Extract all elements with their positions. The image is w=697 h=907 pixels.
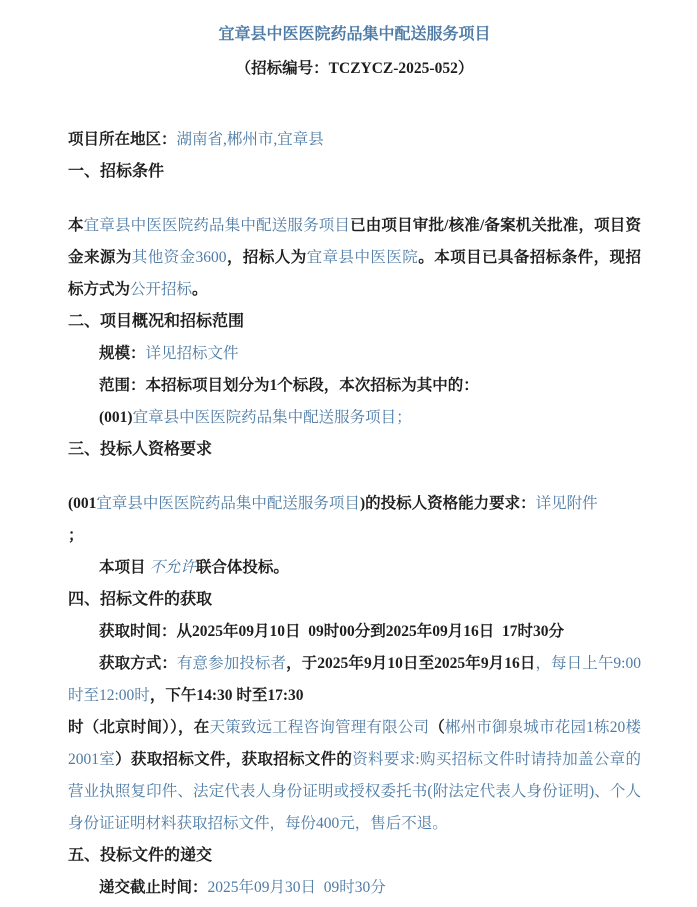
- obtain-method-paragraph: [68, 648, 641, 840]
- text-run: 二、项目概况和招标范围: [68, 313, 245, 330]
- text-run: 天策致远工程咨询管理有限公司: [209, 719, 430, 736]
- text-run: 其他资金3600: [131, 249, 227, 266]
- text-run: 资料要求:购买招标文件时请持加盖公章的营业执照复印件、法定代表人身份证明或授权委托书(附法定代表人身份证明)、个人身份证证明材料获取招标文件，每份400元，售后不退。: [68, 751, 641, 832]
- text-run: ，于2025年9月10日至2025年9月16日: [286, 655, 536, 672]
- spacer-1: [68, 188, 641, 210]
- text-run: 湖南省,郴州市,宜章县: [176, 131, 324, 148]
- text-run: 获取方式：: [99, 655, 177, 672]
- section-5-heading: [68, 840, 641, 872]
- text-run: 宜章县中医医院药品集中配送服务项目: [83, 217, 351, 234]
- text-run: ，招标人为: [226, 249, 307, 266]
- text-run: 公开招标: [130, 281, 193, 298]
- text-run: )的投标人资格能力要求：: [359, 495, 536, 512]
- section-1-heading: [68, 156, 641, 188]
- text-run: 递交截止时间：: [99, 879, 208, 896]
- lot-line: [68, 402, 641, 434]
- text-run: 有意参加投标者: [176, 655, 287, 672]
- spacer-2: [68, 466, 641, 488]
- qualification-line: [68, 488, 641, 520]
- text-run: (001: [68, 495, 97, 512]
- text-run: 一、招标条件: [68, 163, 165, 180]
- text-run: 本项目: [99, 559, 150, 576]
- text-run: ）获取招标文件，获取招标文件的: [115, 751, 353, 768]
- qualification-line-tail: [68, 520, 641, 552]
- text-run: 三、投标人资格要求: [68, 441, 213, 458]
- text-run: 五、投标文件的递交: [68, 847, 213, 864]
- text-run: 郴州市御泉城市花园1栋20楼2001室: [68, 719, 641, 768]
- tender-number: （招标编号：TCZYCZ-2025-052）: [235, 60, 474, 77]
- text-run: 联合体投标。: [195, 559, 289, 576]
- section-3-heading: [68, 434, 641, 466]
- text-run: ；: [68, 527, 84, 544]
- text-run: ，每日上午9:00时至12:00时: [68, 655, 641, 704]
- text-run: 获取时间：: [99, 623, 177, 640]
- text-run: 时（北京时间）），在: [68, 719, 210, 736]
- text-run: （: [429, 719, 445, 736]
- document-body: [68, 124, 641, 904]
- text-run: 。本项目已具备招标条件，现招标方式为: [68, 249, 641, 298]
- tender-conditions-paragraph: [68, 210, 641, 306]
- consortium-line: [68, 552, 641, 584]
- document-title: 宜章县中医医院药品集中配送服务项目: [218, 26, 491, 43]
- text-run: 。: [192, 281, 208, 298]
- text-run: ，下午14:30 时至17:30: [149, 687, 304, 704]
- text-run: (001): [99, 409, 133, 426]
- obtain-time-line: [68, 616, 641, 648]
- text-run: 详见附件: [535, 495, 598, 512]
- text-run: 宜章县中医医院药品集中配送服务项目: [96, 495, 360, 512]
- project-location-line: [68, 124, 641, 156]
- text-run: 2025年09月30日 09时30分: [207, 879, 386, 896]
- text-run: 范围：本招标项目划分为1个标段，本次招标为其中的：: [99, 377, 479, 394]
- scale-line: [68, 338, 641, 370]
- section-2-heading: [68, 306, 641, 338]
- text-run: 不允许: [149, 559, 196, 576]
- text-run: 项目所在地区：: [68, 131, 177, 148]
- section-4-heading: [68, 584, 641, 616]
- text-run: 本: [68, 217, 84, 234]
- text-run: 宜章县中医医院药品集中配送服务项目；: [132, 409, 412, 426]
- text-run: 已由项目审批/核准/备案机关批准，项目资金来源为: [68, 217, 641, 266]
- text-run: 从2025年09月10日 09时00分到2025年09月16日 17时30分: [176, 623, 565, 640]
- text-run: 四、招标文件的获取: [68, 591, 213, 608]
- text-run: 宜章县中医医院: [306, 249, 419, 266]
- text-run: 详见招标文件: [145, 345, 239, 362]
- text-run: 规模：: [99, 345, 146, 362]
- submit-deadline-line: [68, 872, 641, 904]
- scope-line: [68, 370, 641, 402]
